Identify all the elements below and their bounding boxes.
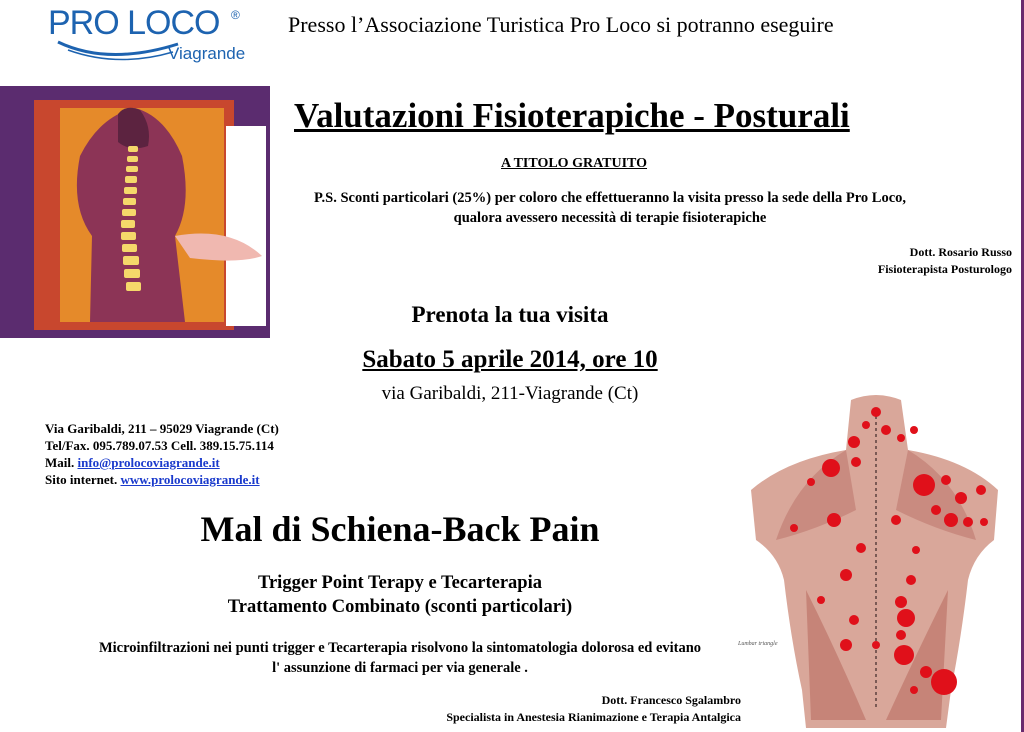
micro-infiltration-note [40, 638, 760, 678]
back-muscles-illustration [736, 390, 1016, 728]
booking-address: via Garibaldi, 211-Viagrande (Ct) [381, 383, 639, 404]
pro-loco-logo [48, 4, 248, 68]
discount-note-line1: P.S. Sconti particolari (25%) per coloro che effettueranno la visita presso la sede della Pro Loco, [313, 190, 907, 206]
contact-site-row [45, 471, 279, 488]
contact-mail-row [45, 454, 279, 471]
micro-line1: Microinfiltrazioni nei punti trigger e Tecarterapia risolvono la sintomatologia dolorosa ed evitano [98, 640, 702, 656]
back-pain-title: Mal di Schiena-Back Pain [200, 509, 600, 549]
therapy-line2: Trattamento Combinato (sconti particolari) [227, 597, 573, 617]
free-of-charge-label: A TITOLO GRATUITO [501, 156, 648, 171]
mail-label: Mail. [45, 455, 75, 470]
discount-note-line2: qualora avessero necessità di terapie fisioterapiche [453, 210, 767, 226]
booking-date: Sabato 5 aprile 2014, ore 10 [362, 346, 658, 373]
logo-text: PRO LOCO [48, 4, 220, 42]
figure-caption: Lumbar triangle [738, 641, 778, 647]
email-link[interactable]: info@prolocoviagrande.it [77, 455, 220, 470]
main-title: Valutazioni Fisioterapiche - Posturali [294, 96, 850, 135]
doctor2-name: Dott. Francesco Sgalambro [601, 693, 741, 707]
discount-note [270, 188, 950, 228]
therapy-line1: Trigger Point Terapy e Tecarterapia [258, 573, 542, 593]
doctor-signature-2 [446, 692, 741, 726]
doctor1-role: Fisioterapista Posturologo [877, 262, 1012, 276]
contact-phone: Tel/Fax. 095.789.07.53 Cell. 389.15.75.114 [45, 438, 274, 453]
logo-subtitle: Viagrande [168, 44, 246, 63]
site-label: Sito internet. [45, 472, 118, 487]
logo-swoosh-icon [48, 36, 188, 66]
doctor-signature-1 [878, 244, 1012, 278]
contact-block [45, 420, 279, 488]
doctor2-role: Specialista in Anestesia Rianimazione e Terapia Antalgica [446, 710, 741, 724]
intro-text: Presso l’Associazione Turistica Pro Loco si potranno eseguire [288, 12, 834, 37]
therapy-block [100, 571, 700, 619]
spine-illustration [0, 86, 270, 338]
micro-line2: l' assunzione di farmaci per via generale . [272, 660, 528, 676]
booking-cta: Prenota la tua visita [411, 302, 609, 327]
contact-address: Via Garibaldi, 211 – 95029 Viagrande (Ct) [45, 421, 279, 436]
registered-mark: ® [231, 8, 240, 22]
doctor1-name: Dott. Rosario Russo [909, 245, 1012, 259]
website-link[interactable]: www.prolocoviagrande.it [120, 472, 260, 487]
